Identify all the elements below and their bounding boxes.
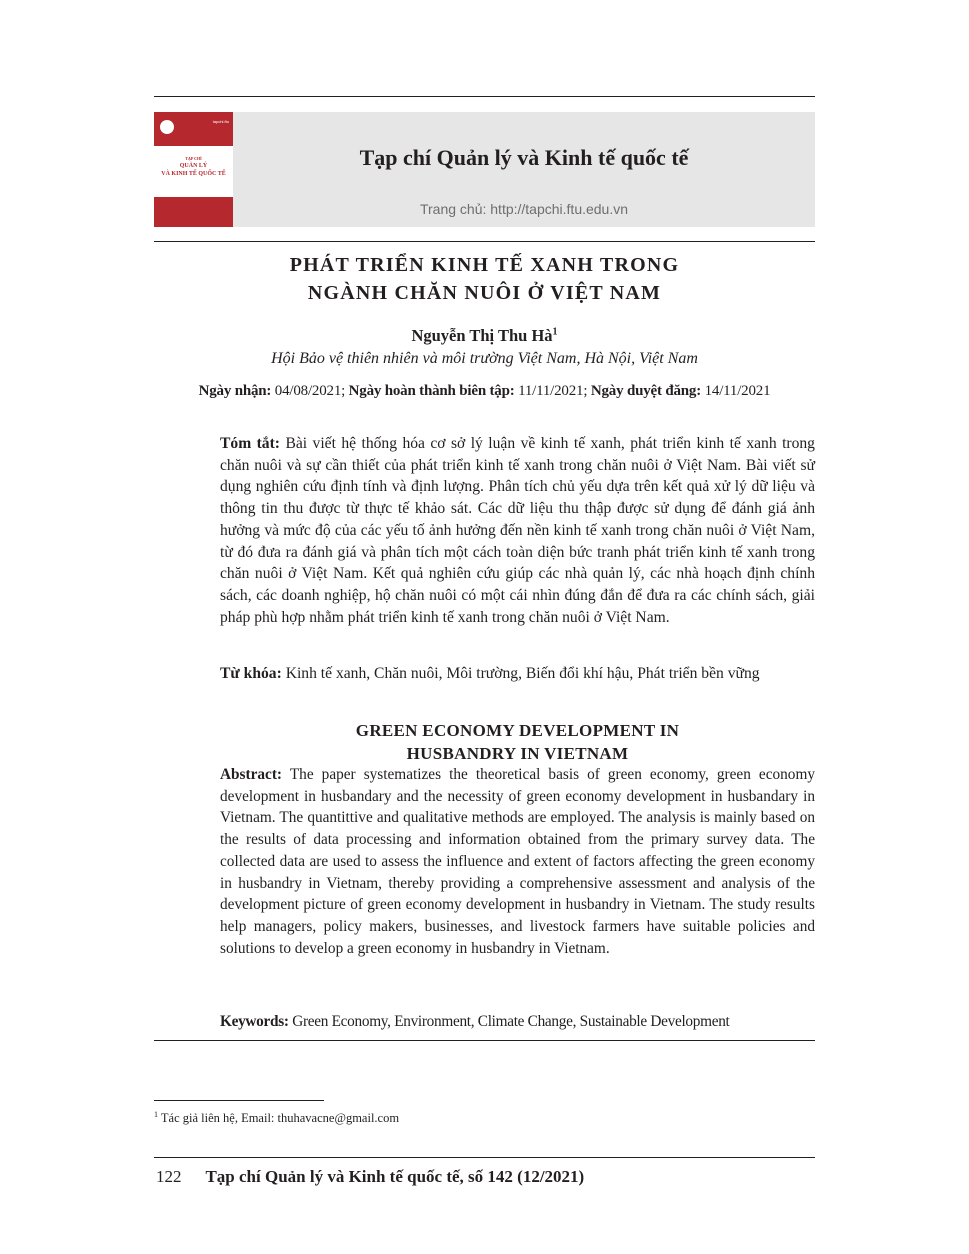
homepage-label: Trang chủ: <box>419 201 487 217</box>
abstract-end-rule <box>154 1040 815 1041</box>
footnote-text: Tác giả liên hệ, Email: thuhavacne@gmail.com <box>160 1111 400 1126</box>
journal-title: Tạp chí Quản lý và Kinh tế quốc tế <box>359 145 689 170</box>
edited-label: Ngày hoàn thành biên tập: <box>348 383 515 399</box>
author-name-text: Nguyễn Thị Thu Hà <box>411 326 553 345</box>
page-number: 122 <box>156 1167 182 1186</box>
received-date: 04/08/2021; <box>274 383 346 399</box>
received-label: Ngày nhận: <box>198 383 272 399</box>
keywords-vi-text: Kinh tế xanh, Chăn nuôi, Môi trường, Biến đổi khí hậu, Phát triển bền vững <box>285 665 760 682</box>
keywords-en <box>220 1011 815 1033</box>
article-title-line-2: NGÀNH CHĂN NUÔI Ở VIỆT NAM <box>307 282 662 304</box>
page-footer <box>156 1167 584 1187</box>
author-affiliation: Hội Bảo vệ thiên nhiên và môi trường Việt Nam, Hà Nội, Việt Nam <box>271 350 698 367</box>
footer-journal-issue: Tạp chí Quản lý và Kinh tế quốc tế, số 142 (12/2021) <box>205 1167 585 1186</box>
cover-label-3: VÀ KINH TẾ QUỐC TẾ <box>161 171 226 177</box>
homepage-link[interactable]: http://tapchi.ftu.edu.vn <box>490 201 629 217</box>
abstract-en-label: Abstract: <box>220 766 283 783</box>
keywords-vi <box>220 663 815 685</box>
cover-label-1: TẠP CHÍ <box>185 156 202 161</box>
accepted-label: Ngày duyệt đăng: <box>590 383 702 399</box>
article-dates <box>154 383 815 400</box>
footnote <box>154 1110 399 1126</box>
cover-circle-icon <box>160 120 174 134</box>
abstract-vi-text: Bài viết hệ thống hóa cơ sở lý luận về kinh tế xanh, phát triển kinh tế xanh trong chăn nuôi và sự cần thiết của phát triển kinh tế xanh trong chăn nuôi ở Việt Nam. Bài viết sử dụng nghiên cứu định tính và định lượng. Phân tích chủ yếu dựa trên kết quả xử lý dữ liệu và thông tin thu được từ thực tế khảo sát. Các dữ liệu thu thập được sử dụng để đánh giá ảnh hưởng và mức độ của các yếu tố ảnh hưởng đến nền kinh tế xanh trong chăn nuôi ở Việt Nam, từ đó đưa ra đánh giá và phân tích một cách toàn diện bức tranh phát triển kinh tế xanh trong chăn nuôi ở Việt Nam. Kết quả nghiên cứu giúp các nhà quản lý, các nhà hoạch định chính sách, các doanh nghiệp, hộ chăn nuôi có một cái nhìn đúng đắn để đưa ra các chính sách, giải pháp phù hợp nhằm phát triển kinh tế xanh trong chăn nuôi ở Việt Nam. <box>220 435 815 626</box>
top-rule <box>154 96 815 97</box>
footnote-marker: 1 <box>154 1110 158 1119</box>
keywords-en-text: Green Economy, Environment, Climate Change, Sustainable Development <box>292 1013 730 1030</box>
edited-date: 11/11/2021; <box>518 383 588 399</box>
cover-small-label: tapchi.ftu <box>212 119 229 124</box>
keywords-vi-label: Từ khóa: <box>220 665 282 682</box>
keywords-en-label: Keywords: <box>220 1013 289 1030</box>
english-title-line-1: GREEN ECONOMY DEVELOPMENT IN <box>355 721 680 740</box>
english-title-line-2: HUSBANDRY IN VIETNAM <box>406 744 629 763</box>
accepted-date: 14/11/2021 <box>704 383 771 399</box>
cover-label-2: QUẢN LÝ <box>179 163 208 169</box>
abstract-en-text: The paper systematizes the theoretical basis of green economy, green economy development in husbandary and the necessity of green economy development in husbandary in Vietnam. The quantittive and qualitative methods are employed. The analysis is mainly based on the results of data processing and information obtained from the primary survey data. The collected data are used to assess the influence and extent of factors affecting the green economy in husbandry in Vietnam, thereby providing a comprehensive assessment and analysis of the development picture of green economy development in husbandry in Vietnam. The study results help managers, policy makers, businesses, and livestock farmers have suitable policies and solutions to develop a green economy in husbandry in Vietnam. <box>220 766 815 957</box>
header-rule <box>154 241 815 242</box>
abstract-vi-label: Tóm tắt: <box>220 435 280 452</box>
cover-bottom-band <box>154 197 233 227</box>
journal-homepage <box>233 201 815 217</box>
abstract-vi <box>220 433 815 628</box>
article-title-line-1: PHÁT TRIỂN KINH TẾ XANH TRONG <box>289 254 680 276</box>
cover-top-band <box>154 112 233 146</box>
author-footnote-marker[interactable]: 1 <box>552 326 558 338</box>
abstract-en <box>220 764 815 959</box>
journal-cover-thumbnail <box>154 112 233 227</box>
footnote-rule <box>154 1100 324 1101</box>
author-name <box>154 326 815 346</box>
footer-rule <box>154 1157 815 1158</box>
